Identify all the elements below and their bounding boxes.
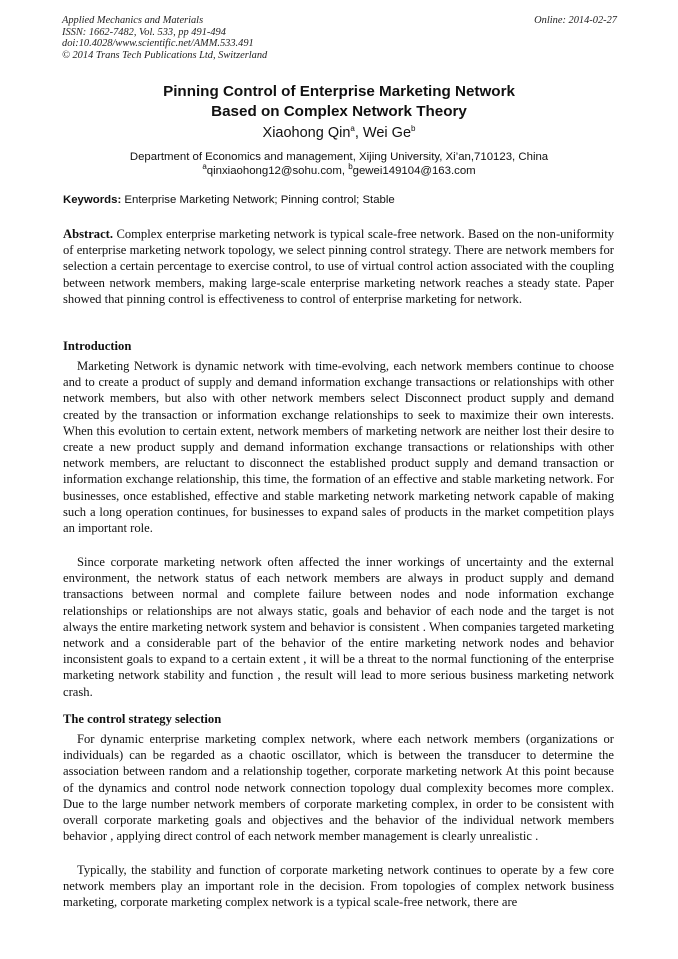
keywords-label: Keywords: [63, 194, 122, 206]
journal-metadata [62, 15, 617, 61]
control-paragraph-2: Typically, the stability and function of corporate marketing network continues to operate by a few core network members play an important role in the decision. From topologies of complex network business marketing, corporate marketing complex network is a typical scale-free network, there are [63, 863, 614, 910]
affiliation: Department of Economics and management, Xijing University, Xi’an,710123, China [129, 151, 549, 163]
intro-paragraph-2: Since corporate marketing network often affected the inner workings of uncertainty and the external environment, the network status of each network members are always in product supply and demand transactions between normal and complete failure between nodes and node information exchange relationships or relationships are not always static, goals and behavior of each node and the target is not always the entire marketing network system and behavior is consistent . When companies targeted marketing network and a considerable part of the behavior of the entire marketing network nodes and behavior inconsistent goals to expand to a certain extent , it will be a threat to the normal functioning of the enterprise marketing network stability and function , the result will lead to more serious business marketing network crash. [63, 555, 614, 699]
section-heading-control-strategy: The control strategy selection [63, 712, 222, 726]
journal-name: Applied Mechanics and Materials [62, 15, 204, 26]
journal-copyright: © 2014 Trans Tech Publications Ltd, Switzerland [62, 49, 268, 61]
keywords-text: Enterprise Marketing Network; Pinning control; Stable [121, 194, 395, 206]
intro-paragraph-1: Marketing Network is dynamic network with time-evolving, each network members continue to choose and to create a product of supply and demand information exchange transactions or relationships with other network members, but also with other network members select Disconnect product supply and demand created by the transaction or information exchange relationships to seek to maximize their own interests. When this evolution to certain extent, network members of marketing network are neither lost their desire to create a new product supply and demand information exchange transactions or relationships with other network members, are reluctant to disconnect the established product supply and demand transaction or information exchange relationship, this time, the formation of an effective and stable marketing network. For businesses, once established, effective and stable marketing network marketing network capable of making such a long operation continues, for businesses to expand sales of products in the market competition plays an important role. [63, 359, 614, 536]
control-paragraph-1: For dynamic enterprise marketing complex network, where each network members (organizations or individuals) can be regarded as a chaotic oscillator, which is between the transducer to determine the association between random and a relationship together, corporate marketing network At this point because of the dynamics and control node network connection topology dual complexity becomes more complex. Due to the large number network members of corporate marketing complex, in order to be consistent with overall corporate marketing goals and objectives and the behavior of the individual network members behavior , applying direct control of each network member management is clearly unrealistic . [63, 732, 614, 844]
author-1-affil-mark: a [350, 124, 355, 134]
email-a: qinxiaohong12@sohu.com [206, 165, 342, 177]
author-emails [40, 164, 638, 178]
email-b-mark: b [348, 162, 353, 172]
online-date: Online: 2014-02-27 [534, 15, 617, 26]
email-a-mark: a [202, 162, 207, 172]
abstract-text: Complex enterprise marketing network is typical scale-free network. Based on the non-uniformity of enterprise marketing network topology, we select pinning control strategy. There are network members for selection a certain percentage to exercise control, to use of virtual control action associated with the coupling between network members, making large-scale enterprise marketing network reaches a steady state. Paper showed that pinning control is effectiveness to control of enterprise marketing for network. [63, 227, 614, 306]
title-line-1: Pinning Control of Enterprise Marketing Network [163, 83, 515, 100]
author-2: Wei Ge [362, 125, 412, 141]
author-1: Xiaohong Qin [262, 125, 351, 141]
section-heading-introduction: Introduction [63, 339, 132, 353]
journal-issn: ISSN: 1662-7482, Vol. 533, pp 491-494 [62, 26, 226, 38]
keywords [63, 193, 616, 207]
email-separator: , [341, 165, 349, 177]
title-line-2: Based on Complex Network Theory [211, 102, 467, 120]
journal-doi: doi:10.4028/www.scientific.net/AMM.533.491 [62, 38, 254, 49]
email-b: gewei149104@163.com [352, 165, 476, 177]
abstract [63, 226, 614, 307]
author-2-affil-mark: b [411, 124, 416, 134]
author-list [40, 124, 638, 142]
abstract-label: Abstract. [63, 227, 114, 241]
author-separator: , [354, 125, 363, 141]
paper-title [40, 82, 638, 121]
